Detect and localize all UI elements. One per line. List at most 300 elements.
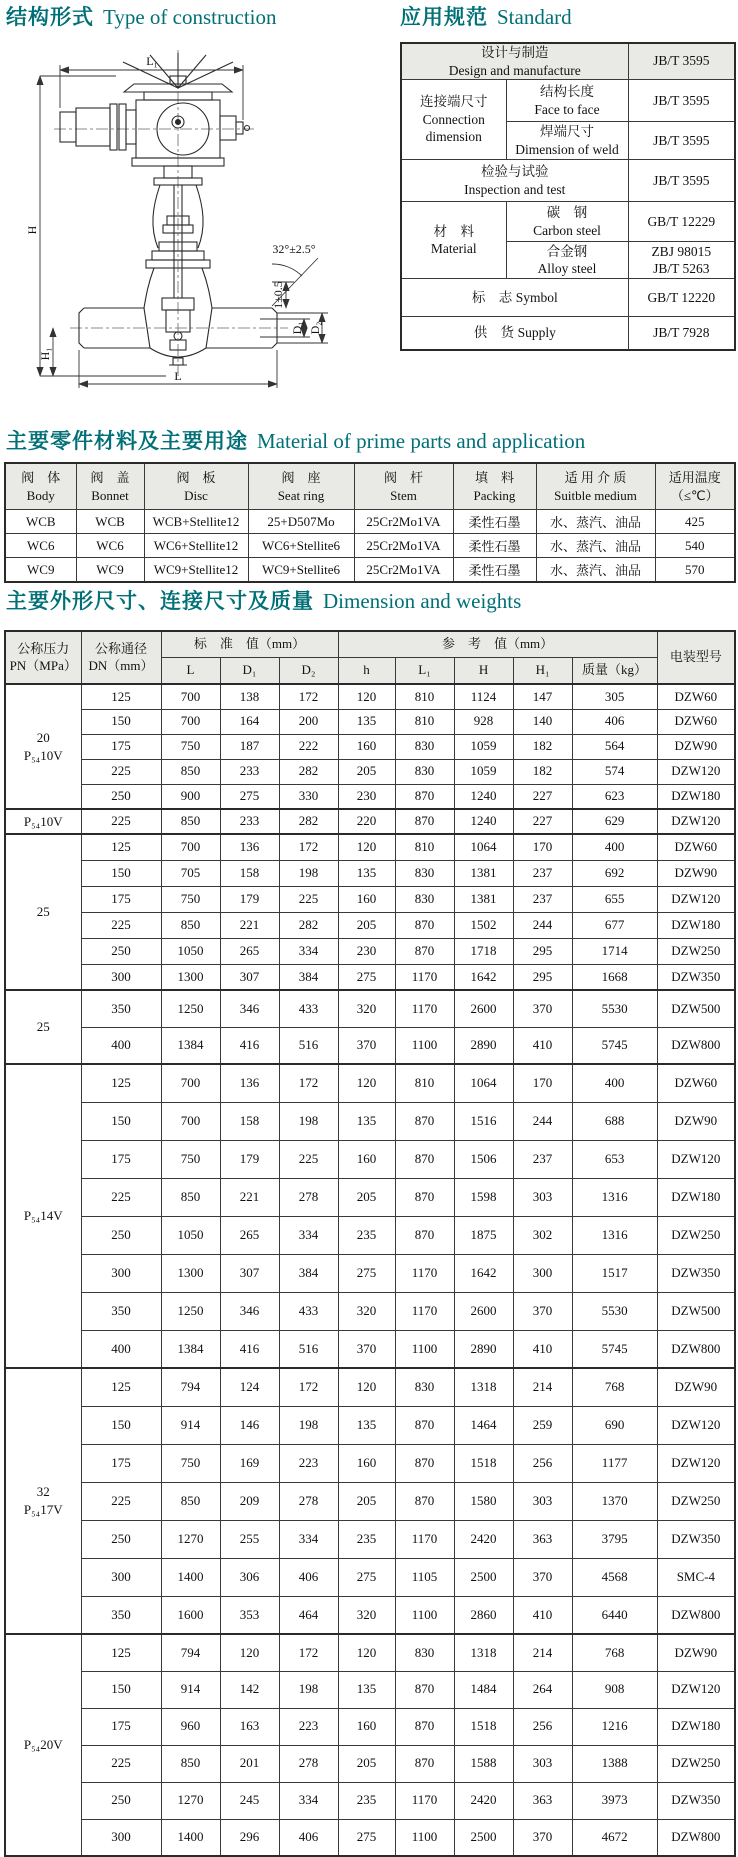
dimensions-cell: 1170 xyxy=(395,1520,454,1558)
dimensions-cell: 235 xyxy=(338,1216,395,1254)
materials-row xyxy=(5,510,735,534)
dimensions-cell: 2500 xyxy=(454,1819,513,1856)
dimensions-cell: 170 xyxy=(513,1064,572,1102)
dimensions-cell: DZW350 xyxy=(657,964,735,990)
dimensions-cell: 794 xyxy=(161,1634,220,1671)
dimensions-cell: 870 xyxy=(395,1178,454,1216)
design-en: Design and manufacture xyxy=(448,62,581,78)
dimensions-cell: 330 xyxy=(279,784,338,809)
dimensions-cell: DZW90 xyxy=(657,1102,735,1140)
inspection-zh: 检验与试验 xyxy=(481,164,549,180)
col-header-L: L xyxy=(161,658,220,685)
dimensions-cell: 363 xyxy=(513,1520,572,1558)
dimensions-cell: 516 xyxy=(279,1330,338,1368)
dimensions-cell: 256 xyxy=(513,1444,572,1482)
dimensions-cell: 205 xyxy=(338,1178,395,1216)
dimensions-cell: 295 xyxy=(513,964,572,990)
dimensions-cell: 233 xyxy=(220,759,279,784)
dimensions-cell: 850 xyxy=(161,912,220,938)
weld-zh: 焊端尺寸 xyxy=(540,124,594,140)
dimensions-cell: 169 xyxy=(220,1444,279,1482)
standard-row-connection xyxy=(401,80,506,160)
dimensions-cell: 1400 xyxy=(161,1819,220,1856)
dimensions-cell: 1124 xyxy=(454,684,513,709)
dimensions-cell: 1064 xyxy=(454,1064,513,1102)
dimensions-cell: 750 xyxy=(161,1140,220,1178)
heading-dimensions-zh: 主要外形尺寸、连接尺寸及质量 xyxy=(6,590,314,613)
dimensions-cell: 225 xyxy=(81,809,161,834)
dimensions-cell: 1059 xyxy=(454,734,513,759)
dimensions-cell: DZW90 xyxy=(657,860,735,886)
dimensions-cell: 4672 xyxy=(572,1819,657,1856)
dimensions-row xyxy=(5,1330,735,1368)
dimensions-cell: 416 xyxy=(220,1027,279,1064)
dimensions-cell: 629 xyxy=(572,809,657,834)
materials-cell: WC9 xyxy=(5,558,76,583)
weld-en: Dimension of weld xyxy=(515,141,619,157)
dimensions-cell: DZW120 xyxy=(657,759,735,784)
dimensions-row xyxy=(5,1216,735,1254)
materials-row xyxy=(5,558,735,583)
dimensions-cell: 209 xyxy=(220,1482,279,1520)
materials-cell: WCB xyxy=(5,510,76,534)
dimensions-cell: DZW180 xyxy=(657,1708,735,1745)
heading-dimensions xyxy=(6,590,521,613)
dimensions-cell: 1170 xyxy=(395,964,454,990)
dimensions-cell: 870 xyxy=(395,1406,454,1444)
dimensions-cell: 768 xyxy=(572,1634,657,1671)
materials-header-row xyxy=(5,463,735,510)
dimensions-cell: 198 xyxy=(279,1671,338,1708)
dimensions-cell: 163 xyxy=(220,1708,279,1745)
dimensions-cell: 223 xyxy=(279,1444,338,1482)
dimensions-cell: 225 xyxy=(81,1178,161,1216)
col-header-H: H xyxy=(454,658,513,685)
dimensions-cell: 384 xyxy=(279,964,338,990)
dimensions-cell: 307 xyxy=(220,1254,279,1292)
alloy-std-2: JB/T 5263 xyxy=(653,261,710,277)
dimensions-table xyxy=(4,630,736,1857)
dimensions-cell: 1517 xyxy=(572,1254,657,1292)
dimensions-cell: 255 xyxy=(220,1520,279,1558)
dimensions-cell: 830 xyxy=(395,734,454,759)
dimensions-cell: 870 xyxy=(395,809,454,834)
dimensions-cell: 2860 xyxy=(454,1596,513,1634)
dimensions-row xyxy=(5,1292,735,1330)
dimensions-row xyxy=(5,809,735,834)
dimensions-cell: 1177 xyxy=(572,1444,657,1482)
dimensions-row xyxy=(5,684,735,709)
symbol-en: Symbol xyxy=(515,289,558,305)
dimensions-cell: 655 xyxy=(572,886,657,912)
dimensions-row xyxy=(5,1634,735,1671)
heading-standard-en: Standard xyxy=(497,5,572,29)
materials-cell: 25Cr2Mo1VA xyxy=(354,510,453,534)
dimensions-cell: 303 xyxy=(513,1482,572,1520)
dimensions-cell: 830 xyxy=(395,886,454,912)
dimensions-cell: 160 xyxy=(338,1444,395,1482)
dimensions-cell: 150 xyxy=(81,1102,161,1140)
col-header-dn xyxy=(81,631,161,684)
dimensions-cell: 233 xyxy=(220,809,279,834)
dimensions-cell: 205 xyxy=(338,1745,395,1782)
dimensions-cell: 3795 xyxy=(572,1520,657,1558)
dimensions-cell: 237 xyxy=(513,860,572,886)
dimensions-cell: 688 xyxy=(572,1102,657,1140)
dimensions-cell: 1105 xyxy=(395,1558,454,1596)
dimensions-cell: 275 xyxy=(338,964,395,990)
dimensions-cell: 410 xyxy=(513,1027,572,1064)
dimensions-row xyxy=(5,834,735,860)
dimensions-row xyxy=(5,1406,735,1444)
dimensions-cell: 1642 xyxy=(454,1254,513,1292)
dimensions-cell: 690 xyxy=(572,1406,657,1444)
dimensions-cell: DZW250 xyxy=(657,1745,735,1782)
dimensions-cell: 410 xyxy=(513,1596,572,1634)
dimensions-cell: 259 xyxy=(513,1406,572,1444)
heading-materials-zh: 主要零件材料及主要用途 xyxy=(6,430,248,453)
dimensions-cell: 1318 xyxy=(454,1368,513,1406)
dimensions-cell: 810 xyxy=(395,834,454,860)
materials-table xyxy=(4,462,736,583)
dimensions-cell: 1668 xyxy=(572,964,657,990)
dimensions-cell: 350 xyxy=(81,990,161,1027)
dimensions-cell: 1170 xyxy=(395,1782,454,1819)
dimensions-cell: 700 xyxy=(161,834,220,860)
dimensions-cell: 142 xyxy=(220,1671,279,1708)
alloy-zh: 合金钢 xyxy=(546,243,588,259)
dimensions-cell: 120 xyxy=(220,1634,279,1671)
pressure-group-label: P₅₄10V xyxy=(5,809,81,834)
dimensions-cell: 282 xyxy=(279,809,338,834)
dimensions-cell: 282 xyxy=(279,912,338,938)
alloy-en: Alloy steel xyxy=(537,261,597,277)
dimensions-cell: 225 xyxy=(279,1140,338,1178)
dimensions-cell: 303 xyxy=(513,1745,572,1782)
dimensions-cell: 1464 xyxy=(454,1406,513,1444)
dimensions-cell: 160 xyxy=(338,886,395,912)
dimensions-cell: 125 xyxy=(81,1368,161,1406)
materials-cell: WC6 xyxy=(76,534,144,558)
dimensions-cell: 300 xyxy=(81,964,161,990)
dimensions-cell: 700 xyxy=(161,709,220,734)
dimensions-cell: 1384 xyxy=(161,1027,220,1064)
dimensions-cell: 256 xyxy=(513,1708,572,1745)
dimensions-cell: 250 xyxy=(81,1782,161,1819)
dimensions-row xyxy=(5,1819,735,1856)
dimensions-cell: 400 xyxy=(572,1064,657,1102)
dimensions-cell: 198 xyxy=(279,1102,338,1140)
col-header-H1: H₁ xyxy=(513,658,572,685)
dimensions-cell: 175 xyxy=(81,1140,161,1178)
dimensions-cell: 150 xyxy=(81,709,161,734)
dimensions-cell: 1384 xyxy=(161,1330,220,1368)
dimensions-cell: 300 xyxy=(81,1819,161,1856)
dimensions-cell: 2420 xyxy=(454,1782,513,1819)
dimensions-cell: 300 xyxy=(81,1254,161,1292)
dimensions-cell: 908 xyxy=(572,1671,657,1708)
dimensions-cell: 464 xyxy=(279,1596,338,1634)
dimensions-row xyxy=(5,912,735,938)
dimensions-cell: 275 xyxy=(220,784,279,809)
dimensions-cell: 160 xyxy=(338,1708,395,1745)
dimensions-cell: 160 xyxy=(338,734,395,759)
carbon-en: Carbon steel xyxy=(533,222,601,238)
dimensions-cell: DZW800 xyxy=(657,1819,735,1856)
col-header-pn xyxy=(5,631,81,684)
dimensions-cell: 1600 xyxy=(161,1596,220,1634)
dimensions-cell: 516 xyxy=(279,1027,338,1064)
dimensions-cell: SMC-4 xyxy=(657,1558,735,1596)
dimensions-cell: 928 xyxy=(454,709,513,734)
dimensions-cell: DZW800 xyxy=(657,1596,735,1634)
col-header-D2: D₂ xyxy=(279,658,338,685)
standard-value: JB/T 3595 xyxy=(628,43,735,80)
dimensions-row xyxy=(5,1671,735,1708)
dimensions-row xyxy=(5,990,735,1027)
dim-label-d2: D₂ xyxy=(308,321,322,335)
dimensions-row xyxy=(5,1027,735,1064)
dimensions-row xyxy=(5,1558,735,1596)
dim-label-angle: 32°±2.5° xyxy=(272,242,316,256)
standard-row-weld xyxy=(506,122,628,160)
dimensions-cell: 198 xyxy=(279,1406,338,1444)
dimensions-cell: 5530 xyxy=(572,990,657,1027)
dn-en: DN（mm） xyxy=(88,657,154,673)
dimensions-cell: DZW120 xyxy=(657,1140,735,1178)
dimensions-cell: 2600 xyxy=(454,990,513,1027)
heading-construction xyxy=(6,6,277,29)
dimensions-cell: 850 xyxy=(161,1745,220,1782)
dimensions-cell: 214 xyxy=(513,1368,572,1406)
dimensions-cell: 1316 xyxy=(572,1216,657,1254)
dimensions-cell: 870 xyxy=(395,1140,454,1178)
dimensions-cell: 700 xyxy=(161,1064,220,1102)
dimensions-cell: 900 xyxy=(161,784,220,809)
dimensions-cell: 794 xyxy=(161,1368,220,1406)
pressure-group-label: 25 xyxy=(5,834,81,990)
dimensions-row xyxy=(5,938,735,964)
material-en: Material xyxy=(430,241,477,257)
dimensions-cell: 320 xyxy=(338,1292,395,1330)
dimensions-cell: 870 xyxy=(395,784,454,809)
dimensions-cell: 296 xyxy=(220,1819,279,1856)
dimensions-cell: 370 xyxy=(338,1330,395,1368)
dimensions-cell: 1270 xyxy=(161,1520,220,1558)
dimensions-cell: 1516 xyxy=(454,1102,513,1140)
dimensions-cell: 235 xyxy=(338,1782,395,1819)
valve-drawing xyxy=(26,46,338,398)
dimensions-cell: 350 xyxy=(81,1596,161,1634)
dimensions-cell: 870 xyxy=(395,1444,454,1482)
dimensions-cell: 1216 xyxy=(572,1708,657,1745)
dimensions-cell: 400 xyxy=(572,834,657,860)
dimensions-cell: 2890 xyxy=(454,1027,513,1064)
dimensions-cell: 1250 xyxy=(161,1292,220,1330)
dimensions-cell: DZW800 xyxy=(657,1027,735,1064)
standard-row-inspection xyxy=(401,160,628,202)
dimensions-cell: 225 xyxy=(81,1482,161,1520)
dimensions-cell: 1400 xyxy=(161,1558,220,1596)
dimensions-cell: DZW120 xyxy=(657,1444,735,1482)
dimensions-cell: 214 xyxy=(513,1634,572,1671)
materials-row xyxy=(5,534,735,558)
dimensions-cell: DZW60 xyxy=(657,684,735,709)
dimensions-cell: 406 xyxy=(279,1819,338,1856)
dimensions-cell: 135 xyxy=(338,1406,395,1444)
dim-label-h1: H₁ xyxy=(38,347,52,361)
dimensions-cell: 1064 xyxy=(454,834,513,860)
dimensions-cell: 120 xyxy=(338,1634,395,1671)
materials-cell: 570 xyxy=(655,558,735,583)
dimensions-cell: 175 xyxy=(81,1708,161,1745)
col-header-actuator-model: 电装型号 xyxy=(657,631,735,684)
dimensions-cell: 278 xyxy=(279,1482,338,1520)
dimensions-cell: 150 xyxy=(81,1406,161,1444)
dimensions-cell: DZW120 xyxy=(657,1671,735,1708)
dimensions-cell: 135 xyxy=(338,1102,395,1140)
dimensions-row xyxy=(5,1064,735,1102)
standard-row-supply xyxy=(401,317,628,350)
dimensions-cell: 225 xyxy=(81,912,161,938)
dimensions-cell: 140 xyxy=(513,709,572,734)
dimensions-cell: 235 xyxy=(338,1520,395,1558)
dimensions-cell: 300 xyxy=(513,1254,572,1292)
dim-label-l1: L₁ xyxy=(146,54,158,68)
connection-zh: 连接端尺寸 xyxy=(420,94,488,110)
materials-cell: 25Cr2Mo1VA xyxy=(354,534,453,558)
standard-row-carbon xyxy=(506,202,628,242)
materials-col-header: 阀 座 Seat ring xyxy=(248,463,354,510)
dimensions-cell: 305 xyxy=(572,684,657,709)
dimensions-row xyxy=(5,734,735,759)
dimensions-cell: DZW500 xyxy=(657,990,735,1027)
dimensions-cell: 370 xyxy=(513,1819,572,1856)
dimensions-cell: 623 xyxy=(572,784,657,809)
dimensions-cell: 172 xyxy=(279,1064,338,1102)
dimensions-row xyxy=(5,1708,735,1745)
dimensions-cell: 1588 xyxy=(454,1745,513,1782)
dimensions-cell: 1100 xyxy=(395,1027,454,1064)
dimensions-cell: 170 xyxy=(513,834,572,860)
dimensions-cell: 175 xyxy=(81,734,161,759)
dimensions-cell: DZW350 xyxy=(657,1254,735,1292)
dimensions-cell: 334 xyxy=(279,1520,338,1558)
dimensions-cell: 1316 xyxy=(572,1178,657,1216)
dimensions-cell: 1484 xyxy=(454,1671,513,1708)
dimensions-cell: DZW60 xyxy=(657,709,735,734)
dimensions-cell: 1388 xyxy=(572,1745,657,1782)
dimensions-cell: DZW60 xyxy=(657,834,735,860)
dimensions-cell: 220 xyxy=(338,809,395,834)
dimensions-cell: 1502 xyxy=(454,912,513,938)
materials-cell: WC9+Stellite6 xyxy=(248,558,354,583)
standard-value: JB/T 3595 xyxy=(628,160,735,202)
dimensions-cell: 960 xyxy=(161,1708,220,1745)
standard-table xyxy=(400,42,736,351)
materials-cell: 540 xyxy=(655,534,735,558)
dimensions-cell: DZW120 xyxy=(657,886,735,912)
materials-col-header: 阀 杆 Stem xyxy=(354,463,453,510)
dimensions-cell: 278 xyxy=(279,1745,338,1782)
pressure-group-label: P₅₄14V xyxy=(5,1064,81,1368)
dimensions-cell: 303 xyxy=(513,1178,572,1216)
dimensions-cell: 306 xyxy=(220,1558,279,1596)
dimensions-cell: 125 xyxy=(81,684,161,709)
materials-col-header: 适用温度 （≤℃） xyxy=(655,463,735,510)
dimensions-cell: 150 xyxy=(81,860,161,886)
dimensions-cell: 350 xyxy=(81,1292,161,1330)
dimensions-cell: DZW350 xyxy=(657,1520,735,1558)
dimensions-cell: 5745 xyxy=(572,1027,657,1064)
dimensions-cell: 653 xyxy=(572,1140,657,1178)
dimensions-cell: 1100 xyxy=(395,1596,454,1634)
dimensions-cell: 150 xyxy=(81,1671,161,1708)
dimensions-cell: 282 xyxy=(279,759,338,784)
face-to-face-en: Face to face xyxy=(534,101,600,117)
dimensions-cell: 136 xyxy=(220,1064,279,1102)
dimensions-cell: 334 xyxy=(279,1216,338,1254)
dimensions-cell: 158 xyxy=(220,1102,279,1140)
face-to-face-zh: 结构长度 xyxy=(540,84,594,100)
dimensions-cell: 1318 xyxy=(454,1634,513,1671)
dimensions-cell: DZW250 xyxy=(657,1216,735,1254)
dimensions-cell: 353 xyxy=(220,1596,279,1634)
materials-cell: WC6+Stellite6 xyxy=(248,534,354,558)
dimensions-cell: 870 xyxy=(395,1745,454,1782)
dimensions-cell: 222 xyxy=(279,734,338,759)
dimensions-cell: 700 xyxy=(161,684,220,709)
dimensions-cell: DZW180 xyxy=(657,912,735,938)
dimensions-cell: 850 xyxy=(161,1482,220,1520)
dimensions-cell: 1506 xyxy=(454,1140,513,1178)
dimensions-row xyxy=(5,860,735,886)
dimensions-cell: 1642 xyxy=(454,964,513,990)
dimensions-cell: 870 xyxy=(395,912,454,938)
dimensions-cell: 363 xyxy=(513,1782,572,1819)
dimensions-cell: 227 xyxy=(513,809,572,834)
dimensions-cell: 1300 xyxy=(161,1254,220,1292)
dimensions-cell: 120 xyxy=(338,1368,395,1406)
dimensions-cell: 182 xyxy=(513,759,572,784)
dimensions-cell: 201 xyxy=(220,1745,279,1782)
heading-materials xyxy=(6,430,585,453)
col-header-h: h xyxy=(338,658,395,685)
materials-cell: 水、蒸汽、油品 xyxy=(536,534,655,558)
valve-drawing-svg xyxy=(26,46,338,398)
dimensions-cell: 370 xyxy=(513,1292,572,1330)
dimensions-cell: 334 xyxy=(279,1782,338,1819)
dimensions-cell: 120 xyxy=(338,1064,395,1102)
dimensions-cell: 275 xyxy=(338,1819,395,1856)
dimensions-cell: DZW250 xyxy=(657,938,735,964)
dimensions-cell: 205 xyxy=(338,1482,395,1520)
materials-cell: 柔性石墨 xyxy=(453,558,536,583)
dimensions-row xyxy=(5,1140,735,1178)
dimensions-cell: 2890 xyxy=(454,1330,513,1368)
dimensions-row xyxy=(5,886,735,912)
dimensions-cell: 175 xyxy=(81,886,161,912)
standard-value: GB/T 12220 xyxy=(628,279,735,317)
supply-zh: 供 货 xyxy=(473,324,515,340)
dimensions-cell: 700 xyxy=(161,1102,220,1140)
dimensions-cell: 870 xyxy=(395,1102,454,1140)
dimensions-cell: 677 xyxy=(572,912,657,938)
dimensions-cell: DZW90 xyxy=(657,734,735,759)
centerlines xyxy=(54,50,288,376)
dimensions-cell: 125 xyxy=(81,1634,161,1671)
dimensions-cell: 227 xyxy=(513,784,572,809)
